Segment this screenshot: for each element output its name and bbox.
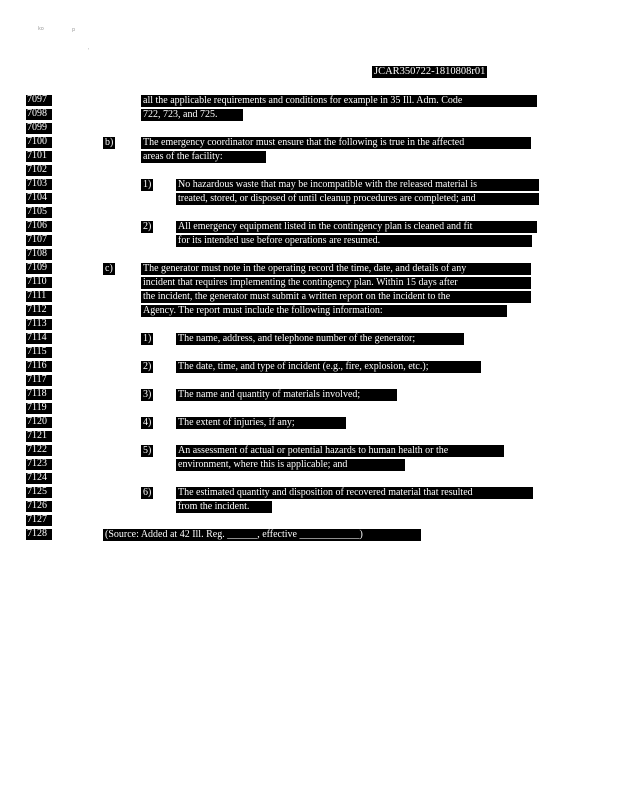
item-label: 4) bbox=[143, 417, 152, 428]
item-label: 1) bbox=[143, 333, 152, 344]
line-number: 7110 bbox=[26, 277, 52, 288]
text-line: The name, address, and telephone number of the generator; bbox=[176, 333, 464, 345]
item-label: 2) bbox=[143, 361, 152, 372]
line-number: 7109 bbox=[26, 263, 52, 274]
text-line: areas of the facility: bbox=[141, 151, 266, 163]
text-line: An assessment of actual or potential hazards to human health or the bbox=[176, 445, 504, 457]
text-line: The extent of injuries, if any; bbox=[176, 417, 346, 429]
text-line: The date, time, and type of incident (e.g., fire, explosion, etc.); bbox=[176, 361, 481, 373]
line-number: 7104 bbox=[26, 193, 52, 204]
text-line: All emergency equipment listed in the contingency plan is cleaned and fit bbox=[176, 221, 537, 233]
line-number: 7100 bbox=[26, 137, 52, 148]
text-line: 722, 723, and 725. bbox=[141, 109, 243, 121]
line-number: 7116 bbox=[26, 361, 52, 372]
line-number: 7112 bbox=[26, 305, 52, 316]
subsection-label: b) bbox=[105, 137, 114, 148]
source-note: (Source: Added at 42 Ill. Reg. ______, effective ____________) bbox=[103, 529, 421, 541]
line-number: 7099 bbox=[26, 123, 52, 134]
line-number: 7105 bbox=[26, 207, 52, 218]
item-label: 1) bbox=[143, 179, 152, 190]
line-number: 7098 bbox=[26, 109, 52, 120]
line-number: 7101 bbox=[26, 151, 52, 162]
line-number: 7125 bbox=[26, 487, 52, 498]
line-number: 7102 bbox=[26, 165, 52, 176]
text-line: The generator must note in the operating record the time, date, and details of any bbox=[141, 263, 531, 275]
line-number: 7114 bbox=[26, 333, 52, 344]
text-line: environment, where this is applicable; and bbox=[176, 459, 405, 471]
line-number: 7122 bbox=[26, 445, 52, 456]
line-number: 7107 bbox=[26, 235, 52, 246]
line-number: 7127 bbox=[26, 515, 52, 526]
text-line: The name and quantity of materials involved; bbox=[176, 389, 397, 401]
text-line: from the incident. bbox=[176, 501, 272, 513]
scan-mark: ko bbox=[38, 26, 44, 32]
line-number: 7121 bbox=[26, 431, 52, 442]
line-number: 7103 bbox=[26, 179, 52, 190]
line-number: 7123 bbox=[26, 459, 52, 470]
subsection-label: c) bbox=[105, 263, 113, 274]
line-number: 7097 bbox=[26, 95, 52, 106]
line-number: 7113 bbox=[26, 319, 52, 330]
text-line: The emergency coordinator must ensure that the following is true in the affected bbox=[141, 137, 531, 149]
text-line: the incident, the generator must submit a written report on the incident to the bbox=[141, 291, 531, 303]
line-number: 7126 bbox=[26, 501, 52, 512]
line-number: 7106 bbox=[26, 221, 52, 232]
scan-mark: p bbox=[72, 27, 76, 33]
text-line: for its intended use before operations are resumed. bbox=[176, 235, 532, 247]
text-line: treated, stored, or disposed of until cleanup procedures are completed; and bbox=[176, 193, 539, 205]
text-line: all the applicable requirements and conditions for example in 35 Ill. Adm. Code bbox=[141, 95, 537, 107]
text-line: No hazardous waste that may be incompatible with the released material is bbox=[176, 179, 539, 191]
line-number: 7108 bbox=[26, 249, 52, 260]
line-number: 7119 bbox=[26, 403, 52, 414]
line-number: 7117 bbox=[26, 375, 52, 386]
text-line: The estimated quantity and disposition of recovered material that resulted bbox=[176, 487, 533, 499]
item-label: 6) bbox=[143, 487, 152, 498]
line-number: 7118 bbox=[26, 389, 52, 400]
line-number: 7115 bbox=[26, 347, 52, 358]
text-line: Agency. The report must include the following information: bbox=[141, 305, 507, 317]
item-label: 3) bbox=[143, 389, 152, 400]
text-line: incident that requires implementing the contingency plan. Within 15 days after bbox=[141, 277, 531, 289]
item-label: 2) bbox=[143, 221, 152, 232]
line-number: 7124 bbox=[26, 473, 52, 484]
line-number: 7111 bbox=[26, 291, 52, 302]
line-number: 7120 bbox=[26, 417, 52, 428]
item-label: 5) bbox=[143, 445, 152, 456]
document-header-code: JCAR350722-1810808r01 bbox=[374, 66, 486, 77]
scan-mark: ' bbox=[88, 48, 90, 54]
line-number: 7128 bbox=[26, 529, 52, 540]
